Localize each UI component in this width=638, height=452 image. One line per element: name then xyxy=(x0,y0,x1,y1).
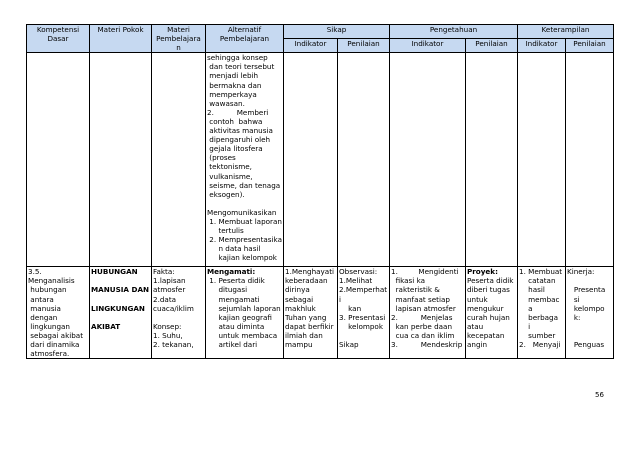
table-cell xyxy=(152,53,206,267)
proyek-text: Peserta didik diberi tugas untuk mengukur curah hujan atau kecepatan angin xyxy=(467,276,514,350)
header-pengetahuan: Pengetahuan xyxy=(390,25,518,39)
header-pengetahuan-indikator: Indikator xyxy=(390,39,466,53)
header-pengetahuan-penilaian: Penilaian xyxy=(466,39,518,53)
fakta-text: Fakta: 1.lapisan atmosfer 2.data cuaca/iklim xyxy=(153,267,194,313)
header-alternatif-pembelajaran: Alternatif Pembelajaran xyxy=(206,25,284,53)
sikap-penilaian-cell: Observasi: 1.Melihat 2.Memperhat i kan 3. Presentasi kelompok Sikap xyxy=(338,267,390,359)
alternatif-pembelajaran-cell xyxy=(206,267,284,359)
table-cell xyxy=(27,53,90,267)
header-keterampilan-penilaian: Penilaian xyxy=(566,39,614,53)
table-cell xyxy=(566,53,614,267)
header-sikap-indikator: Indikator xyxy=(284,39,338,53)
lesson-plan-table xyxy=(26,24,614,359)
table-cell xyxy=(466,53,518,267)
materi-pokok-cell: HUBUNGAN MANUSIA DAN LINGKUNGAN AKIBAT xyxy=(90,267,152,359)
pengetahuan-penilaian-cell xyxy=(466,267,518,359)
table-cell xyxy=(284,53,338,267)
page-number: 56 xyxy=(595,391,604,399)
keterampilan-indikator-cell: 1. Membuat catatan hasil membac a berbaga i sumber 2. Menyaji xyxy=(518,267,566,359)
table-cell xyxy=(90,53,152,267)
header-sikap-penilaian: Penilaian xyxy=(338,39,390,53)
header-keterampilan-indikator: Indikator xyxy=(518,39,566,53)
header-materi-pembelajaran: Materi Pembelajara n xyxy=(152,25,206,53)
header-kompetensi-dasar: Kompetensi Dasar xyxy=(27,25,90,53)
table-cell xyxy=(518,53,566,267)
table-cell xyxy=(390,53,466,267)
header-materi-pokok: Materi Pokok xyxy=(90,25,152,53)
header-sikap: Sikap xyxy=(284,25,390,39)
sikap-indikator-cell: 1.Menghayati keberadaan dirinya sebagai makhluk Tuhan yang dapat berfikir ilmiah dan mampu xyxy=(284,267,338,359)
materi-pembelajaran-cell xyxy=(152,267,206,359)
table-cell xyxy=(338,53,390,267)
keterampilan-penilaian-cell: Kinerja: Presenta si kelompo k: Penguas xyxy=(566,267,614,359)
mengamati-text: 1. Peserta didik ditugasi mengamati sejumlah laporan kajian geografi atau diminta untuk membaca artikel dari xyxy=(209,276,281,350)
document-sheet xyxy=(26,24,613,359)
pengetahuan-indikator-cell: 1. Mengidenti fikasi ka rakteristik & manfaat setiap lapisan atmosfer 2. Menjelas kan perbe daan cua ca dan iklim 3. Mendeskrip xyxy=(390,267,466,359)
proyek-heading: Proyek: xyxy=(467,267,498,277)
konsep-text: Konsep: 1. Suhu, 2. tekanan, xyxy=(153,321,194,349)
table-row xyxy=(27,53,614,267)
kompetensi-dasar-cell: 3.5. Menganalisis hubungan antara manusia dengan lingkungan sebagai akibat dari dinamika atmosfera. xyxy=(27,267,90,359)
header-keterampilan: Keterampilan xyxy=(518,25,614,39)
table-row xyxy=(27,267,614,359)
mengamati-heading: Mengamati: xyxy=(207,267,256,277)
alternatif-pembelajaran-cell: sehingga konsep dan teori tersebut menjadi lebih bermakna dan memperkaya wawasan. 2. Memberi contoh bahwa aktivitas manusia dipengaruhi oleh gejala litosfera (proses tektonisme, vulkanisme, seisme, dan tenaga eksogen). Mengomunikasikan 1. Membuat laporan tertulis 2. Mempresentasika n data hasil kajian kelompok xyxy=(206,53,284,267)
